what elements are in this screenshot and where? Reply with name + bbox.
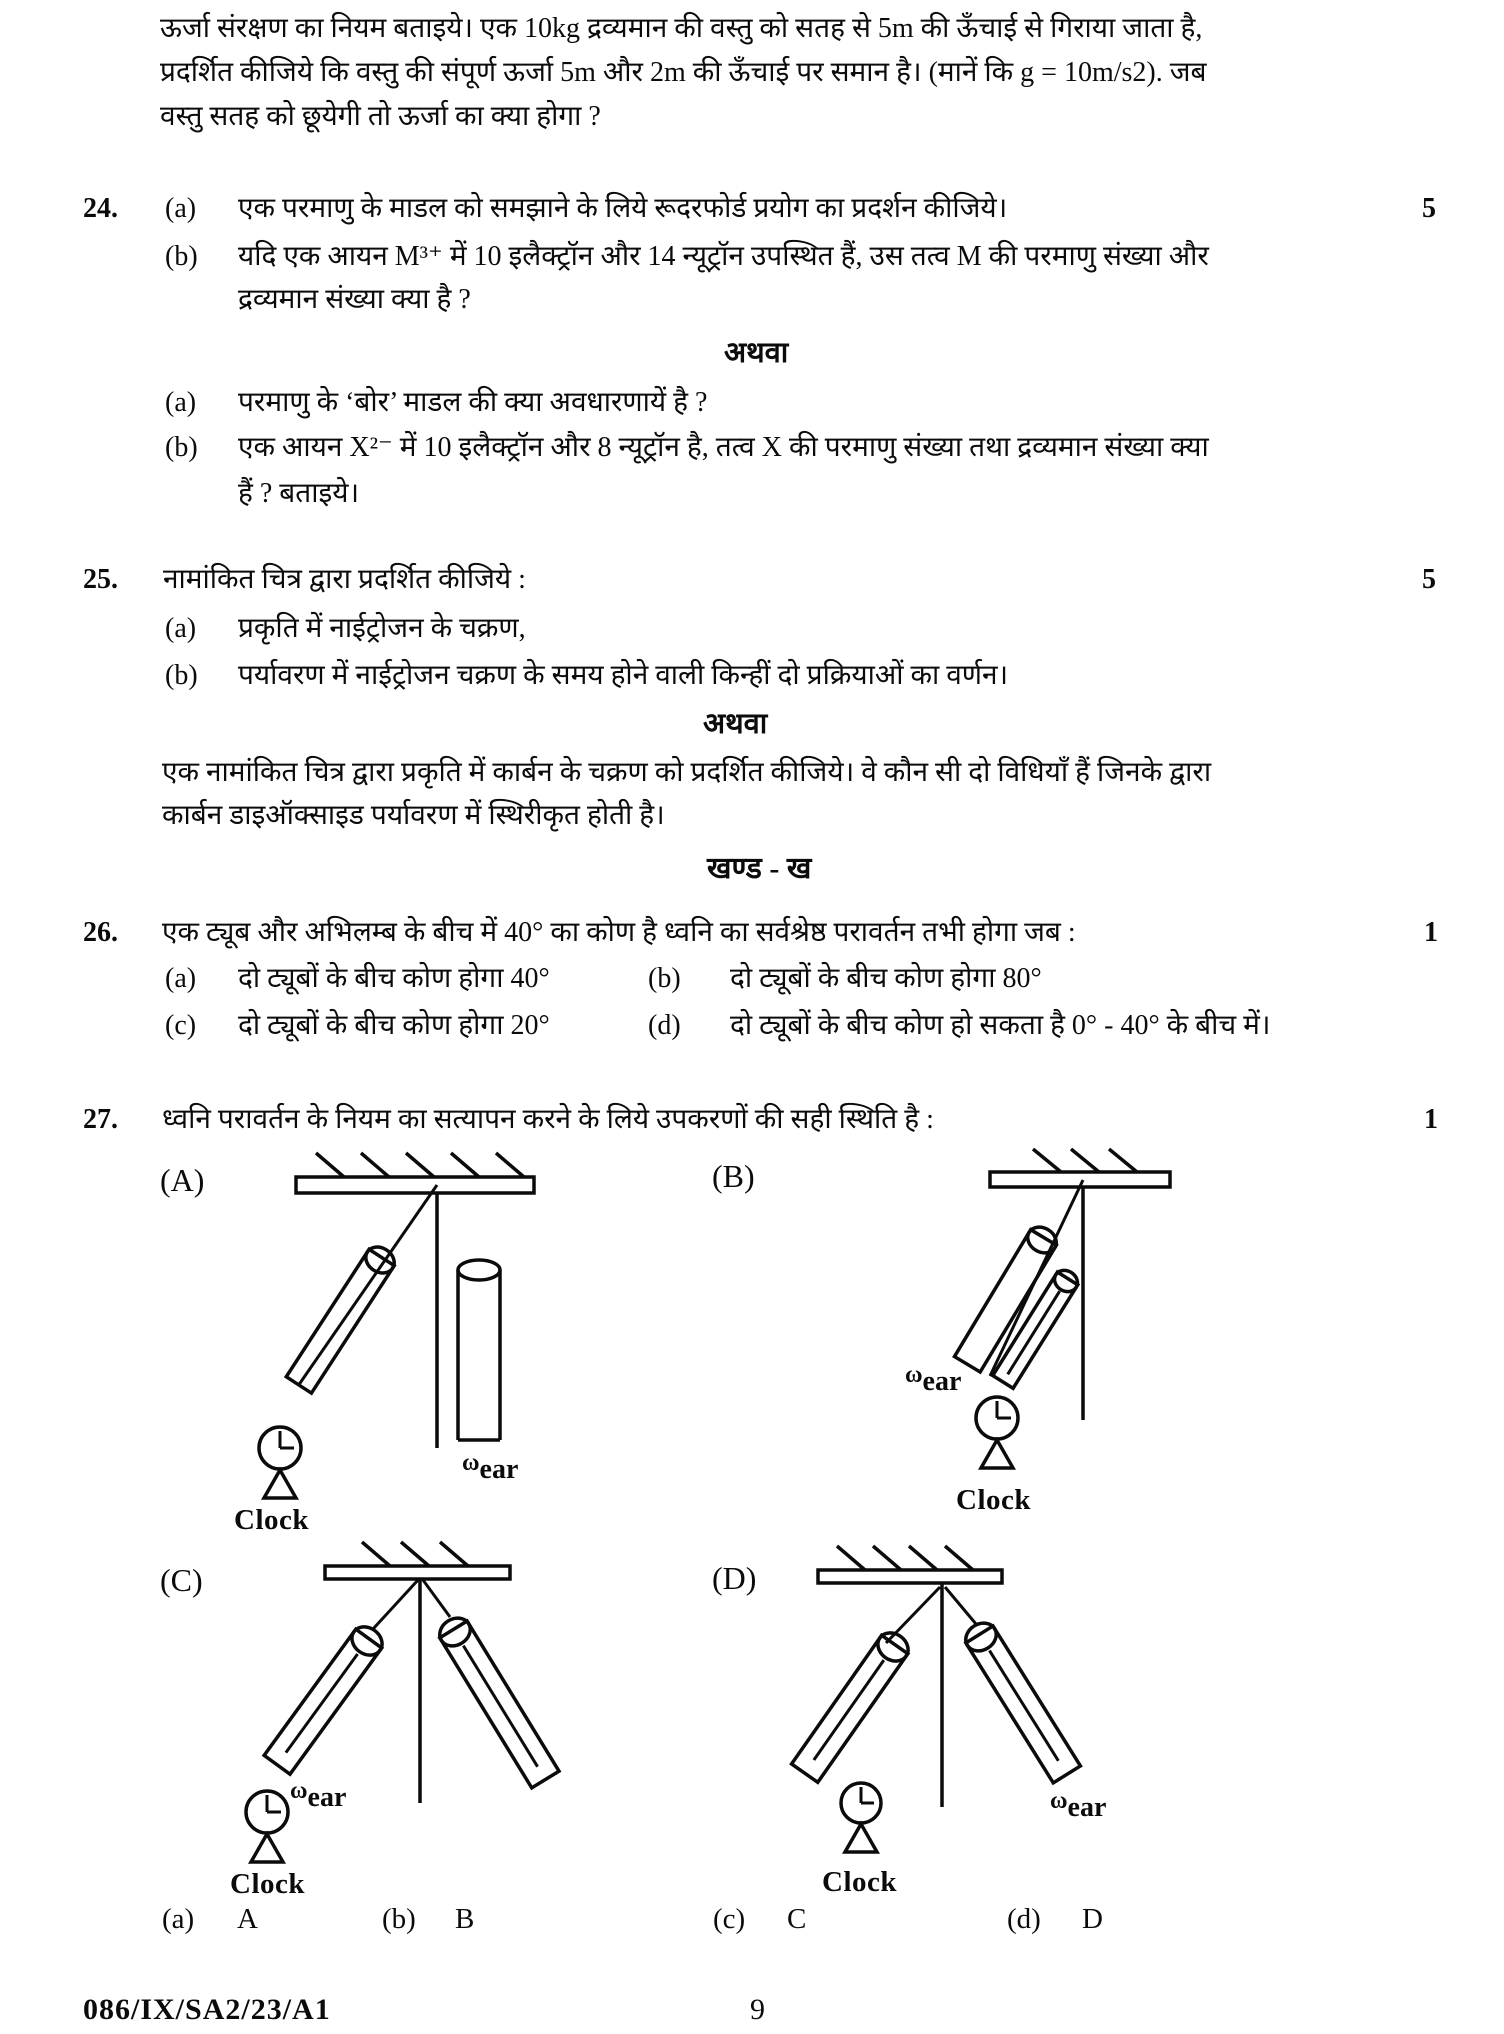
q26-option-b-text: दो ट्यूबों के बीच कोण होगा 80° bbox=[730, 963, 1042, 994]
clock-label: Clock bbox=[822, 1866, 897, 1898]
sound-ray bbox=[423, 1580, 450, 1617]
diagram-c-label: (C) bbox=[160, 1562, 203, 1598]
q26-number: 26. bbox=[83, 917, 118, 948]
q24-alt-a-text: परमाणु के ‘बोर’ माडल की क्या अवधारणायें है ? bbox=[238, 387, 708, 418]
q24-number: 24. bbox=[83, 193, 118, 224]
clock-icon bbox=[976, 1397, 1018, 1468]
tube-icon bbox=[961, 1617, 1081, 1782]
answer-a-text: A bbox=[237, 1903, 258, 1935]
q25-or-label: अथवा bbox=[703, 708, 768, 740]
answer-c-label: (c) bbox=[713, 1903, 746, 1935]
q24-alt-b-line1: एक आयन X²⁻ में 10 इलैक्ट्रॉन और 8 न्यूट्रॉन है, तत्व X की परमाणु संख्या तथा द्रव्यमान संख्या क्या bbox=[238, 432, 1209, 463]
q24-alt-b-line2: हैं ? बताइये। bbox=[238, 478, 360, 509]
q25-number: 25. bbox=[83, 564, 118, 595]
q27-marks: 1 bbox=[1424, 1104, 1438, 1135]
ear-label: ωear bbox=[462, 1450, 519, 1485]
ear-label: ωear bbox=[905, 1362, 962, 1397]
q24-marks: 5 bbox=[1422, 193, 1436, 224]
q24-alt-b-label: (b) bbox=[165, 432, 198, 463]
ear-label: ωear bbox=[290, 1778, 347, 1813]
q25-b-label: (b) bbox=[165, 660, 198, 691]
q24-or-label: अथवा bbox=[724, 337, 789, 369]
q24-b-label: (b) bbox=[165, 241, 198, 272]
tube-icon bbox=[435, 1613, 559, 1788]
q27-stem: ध्वनि परावर्तन के नियम का सत्यापन करने के लिये उपकरणों की सही स्थिति है : bbox=[162, 1104, 934, 1135]
diagram-b bbox=[690, 1148, 1270, 1578]
wall-icon bbox=[325, 1542, 510, 1579]
q26-option-d-label: (d) bbox=[648, 1010, 681, 1041]
q25-marks: 5 bbox=[1422, 564, 1436, 595]
clock-label: Clock bbox=[234, 1504, 309, 1536]
clock-icon bbox=[259, 1427, 301, 1498]
q27-number: 27. bbox=[83, 1104, 118, 1135]
q26-stem: एक ट्यूब और अभिलम्ब के बीच में 40° का कोण है ध्वनि का सर्वश्रेष्ठ परावर्तन तभी होगा जब : bbox=[162, 917, 1076, 948]
q26-marks: 1 bbox=[1424, 917, 1438, 948]
q26-option-b-label: (b) bbox=[648, 963, 681, 994]
diagram-b-label: (B) bbox=[712, 1158, 755, 1194]
intro-line-3: वस्तु सतह को छूयेगी तो ऊर्जा का क्या होगा ? bbox=[160, 101, 601, 132]
clock-label: Clock bbox=[956, 1484, 1031, 1516]
sound-ray bbox=[298, 1185, 437, 1386]
diagram-c bbox=[130, 1540, 690, 1940]
q24-a-label: (a) bbox=[165, 193, 197, 224]
sound-ray bbox=[373, 1580, 418, 1629]
q25-stem: नामांकित चित्र द्वारा प्रदर्शित कीजिये : bbox=[163, 564, 526, 595]
footer-page-number: 9 bbox=[750, 1993, 765, 2026]
wall-icon bbox=[818, 1546, 1002, 1583]
sound-ray bbox=[945, 1587, 976, 1624]
tube-icon bbox=[792, 1627, 914, 1782]
q24-alt-a-label: (a) bbox=[165, 387, 197, 418]
q25-a-text: प्रकृति में नाईट्रोजन के चक्रण, bbox=[238, 613, 526, 644]
diagram-d-label: (D) bbox=[712, 1560, 757, 1596]
wall-icon bbox=[296, 1153, 534, 1193]
answer-d-label: (d) bbox=[1007, 1903, 1041, 1935]
answer-a-label: (a) bbox=[162, 1903, 195, 1935]
clock-icon bbox=[841, 1783, 881, 1852]
diagram-a bbox=[130, 1148, 690, 1578]
answer-c-text: C bbox=[787, 1903, 807, 1935]
intro-line-1: ऊर्जा संरक्षण का नियम बताइये। एक 10kg द्रव्यमान की वस्तु को सतह से 5m की ऊँचाई से गिराया जाता है, bbox=[160, 13, 1203, 44]
ear-label: ωear bbox=[1050, 1788, 1107, 1823]
q26-option-a-label: (a) bbox=[165, 963, 197, 994]
q24-b-line2: द्रव्यमान संख्या क्या है ? bbox=[238, 284, 471, 315]
q26-option-a-text: दो ट्यूबों के बीच कोण होगा 40° bbox=[238, 963, 550, 994]
diagram-d bbox=[690, 1540, 1270, 1940]
q25-b-text: पर्यावरण में नाईट्रोजन चक्रण के समय होने वाली किन्हीं दो प्रक्रियाओं का वर्णन। bbox=[238, 660, 1009, 691]
cylinder-icon bbox=[458, 1260, 500, 1440]
q25-a-label: (a) bbox=[165, 613, 197, 644]
wall-icon bbox=[990, 1149, 1170, 1187]
q26-option-c-label: (c) bbox=[165, 1010, 197, 1041]
answer-d-text: D bbox=[1082, 1903, 1103, 1935]
answer-b-label: (b) bbox=[382, 1903, 416, 1935]
clock-icon bbox=[246, 1791, 288, 1862]
q24-b-line1: यदि एक आयन M³⁺ में 10 इलैक्ट्रॉन और 14 न्यूट्रॉन उपस्थित हैं, उस तत्व M की परमाणु संख्या और bbox=[238, 241, 1209, 272]
intro-line-2: प्रदर्शित कीजिये कि वस्तु की संपूर्ण ऊर्जा 5m और 2m की ऊँचाई पर समान है। (मानें कि g = 10m/s2). जब bbox=[160, 57, 1207, 88]
clock-label: Clock bbox=[230, 1868, 305, 1900]
q26-option-d-text: दो ट्यूबों के बीच कोण हो सकता है 0° - 40° के बीच में। bbox=[730, 1010, 1271, 1041]
q24-a-text: एक परमाणु के माडल को समझाने के लिये रूदरफोर्ड प्रयोग का प्रदर्शन कीजिये। bbox=[238, 193, 1008, 224]
section-heading: खण्ड - ख bbox=[707, 852, 812, 885]
q26-option-c-text: दो ट्यूबों के बीच कोण होगा 20° bbox=[238, 1010, 550, 1041]
q25-alt-line1: एक नामांकित चित्र द्वारा प्रकृति में कार्बन के चक्रण को प्रदर्शित कीजिये। वे कौन सी दो विधियाँ हैं जिनके द्वारा bbox=[162, 757, 1212, 788]
tube-icon bbox=[264, 1621, 387, 1774]
answer-b-text: B bbox=[455, 1903, 475, 1935]
q25-alt-line2: कार्बन डाइऑक्साइड पर्यावरण में स्थिरीकृत होती है। bbox=[162, 800, 665, 831]
footer-paper-code: 086/IX/SA2/23/A1 bbox=[83, 1993, 331, 2026]
diagram-a-label: (A) bbox=[160, 1162, 205, 1198]
